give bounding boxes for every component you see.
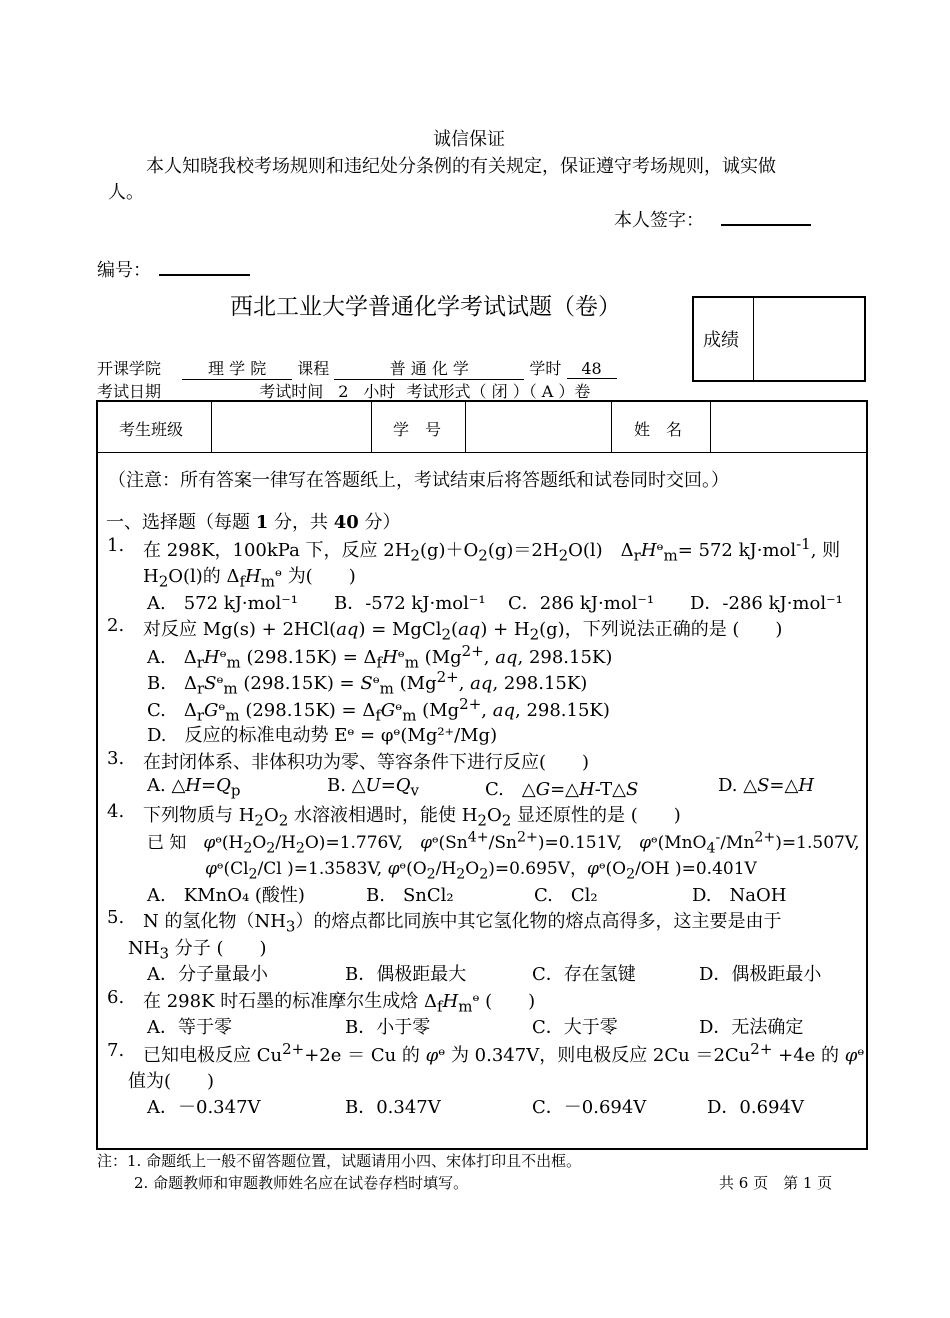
table-divider [211, 402, 212, 452]
name-field[interactable] [712, 404, 862, 450]
table-divider [465, 402, 466, 452]
exam-time-value: 2 [328, 382, 358, 402]
q1-option-d: D．-286 kJ·mol⁻¹ [690, 593, 843, 614]
q1-option-b: B．-572 kJ·mol⁻¹ [334, 593, 486, 614]
q1-option-c: C．286 kJ·mol⁻¹ [508, 593, 655, 614]
q5-option-a: A．分子量最小 [147, 964, 268, 985]
q4-option-c: C. Cl₂ [534, 885, 598, 906]
q5-option-d: D．偶极距最小 [699, 964, 822, 985]
q7-number: 7. [107, 1040, 125, 1061]
table-divider [611, 402, 612, 452]
pledge-text-line2: 人。 [108, 182, 144, 203]
pledge-title: 诚信保证 [433, 129, 505, 150]
page-indicator: 共 6 页 第 1 页 [719, 1174, 833, 1192]
q5-option-c: C．存在氢键 [532, 964, 636, 985]
q3-option-b: B. $\triangle U=Q_v$ [327, 775, 420, 800]
q7-stem-line2: 值为( ) [128, 1071, 215, 1092]
exam-time-unit: 小时 [363, 382, 396, 401]
q6-option-d: D．无法确定 [699, 1017, 804, 1038]
info-row-2 [97, 379, 590, 402]
q6-option-a: A．等于零 [147, 1017, 232, 1038]
q1-stem-line2: $H_2O(l)$的 $\Delta_fH_mᶱ$ 为( ) [143, 566, 356, 591]
table-divider [710, 402, 711, 452]
signature-label: 本人签字： [614, 210, 704, 231]
score-box [692, 296, 866, 382]
exam-form: 考试形式（ 闭 ）（ A ）卷 [406, 382, 591, 401]
q2-number: 2. [107, 615, 125, 636]
q7-stem-line1: 已知电极反应 $Cu^{2+}+2e = Cu$ 的 φᶱ 为 0.347V，则电极反应 $2Cu =2Cu^{2+} +4e$ 的 φᶱ [143, 1040, 865, 1066]
q4-stem: 下列物质与 $H_2O_2$ 水溶液相遇时，能使 $H_2O_2$ 显还原性的是 ( ) [143, 805, 681, 830]
footer-note-2: 2. 命题教师和审题教师姓名应在试卷存档时填写。 [134, 1174, 469, 1192]
hours-value: 48 [567, 359, 617, 379]
signature-blank[interactable] [721, 224, 811, 226]
college-value: 理 学 院 [182, 356, 292, 380]
class-label: 考生班级 [119, 420, 184, 439]
q7-option-a: A．－0.347V [147, 1097, 261, 1118]
q1-option-a: A. 572 kJ·mol⁻¹ [147, 593, 299, 614]
q2-option-a: A. $\Delta_rHᶱ_m$ $(298.15K) = \Delta_fHᶱ_m$ ($Mg^{2+}$, aq, 298.15K) [147, 642, 613, 672]
college-label: 开课学院 [97, 359, 162, 378]
q6-option-c: C．大于零 [532, 1017, 618, 1038]
q5-number: 5. [107, 907, 125, 928]
q4-given-line2: $\varphi ᶱ(Cl_2/Cl$ )=1.3583V, $\varphi ᶱ(O_2/H_2O_2)=0.695V$，$\varphi ᶱ(O_2/OH$ )=0.401V [205, 859, 757, 883]
q1-number: 1. [107, 535, 125, 556]
q5-stem-line2: $NH_3$ 分子 ( ) [128, 938, 267, 963]
q4-option-a: A. KMnO₄ (酸性) [147, 885, 305, 906]
info-row-1 [97, 356, 617, 380]
student-id-label: 学 号 [393, 420, 442, 439]
q4-given-line1: 已 知 $\varphi ᶱ(H_2O_2/H_2O)=1.776V$, $\varphi ᶱ(Sn^{4+}/Sn^{2+})=0.151V$, $\varphi ᶱ(MnO_4^-/Mn^{2+})=1.507V$, [147, 829, 860, 857]
course-label: 课程 [297, 359, 330, 378]
footer-note-1: 注：1. 命题纸上一般不留答题位置，试题请用小四、宋体打印且不出框。 [97, 1152, 582, 1170]
q2-option-c: C. $\Delta_rGᶱ_m$ $(298.15K) = \Delta_fGᶱ_m$ ($Mg^{2+}$, aq, 298.15K) [147, 695, 610, 725]
student-table-bottom-line [96, 452, 866, 453]
exam-title: 西北工业大学普通化学考试试题（卷） [230, 294, 621, 320]
q5-stem-line1: N 的氢化物$(NH_3)$的熔点都比同族中其它氢化物的熔点高得多，这主要是由于 [143, 911, 782, 936]
q4-number: 4. [107, 801, 125, 822]
q3-option-a: A. $\triangle H=Q_p$ [147, 775, 241, 800]
pledge-text-line1: 本人知晓我校考场规则和违纪处分条例的有关规定，保证遵守考场规则，诚实做 [146, 156, 776, 177]
class-field[interactable] [213, 404, 369, 450]
q1-stem-line1: 在 298K，100kPa 下，反应 $2H_2(g)+O_2(g)=2H_2O(l)$ $\Delta_rHᶱ_m= 572$ kJ·mol$^{-1}$, 则 [143, 535, 841, 565]
score-label: 成绩 [703, 330, 739, 351]
q2-option-b: B. $\Delta_rSᶱ_m$ (298.15K) = Sᶱ$_m$ ($Mg^{2+}$, aq, 298.15K) [147, 668, 588, 698]
name-label: 姓 名 [634, 420, 683, 439]
exam-time-label: 考试时间 [259, 382, 324, 401]
q2-option-d: D. 反应的标准电动势 Eᶱ = φᶱ(Mg²⁺/Mg) [147, 725, 498, 746]
exam-date-value[interactable] [166, 382, 246, 402]
exam-date-label: 考试日期 [97, 382, 162, 401]
table-divider [371, 402, 372, 452]
q7-option-b: B．0.347V [345, 1097, 441, 1118]
answer-notice: （注意：所有答案一律写在答题纸上，考试结束后将答题纸和试卷同时交回。） [108, 470, 729, 491]
q3-stem: 在封闭体系、非体积功为零、等容条件下进行反应( ) [143, 752, 590, 773]
score-box-divider [753, 298, 754, 380]
q3-option-d: D. △S=△H [718, 775, 815, 796]
q5-option-b: B．偶极距最大 [345, 964, 467, 985]
serial-label: 编号： [97, 260, 151, 281]
serial-blank[interactable] [159, 274, 250, 276]
q6-stem: 在 298K 时石墨的标准摩尔生成焓 $\Delta_fH_mᶱ$ ( ) [143, 991, 536, 1016]
hours-label: 学时 [529, 359, 562, 378]
q6-option-b: B．小于零 [345, 1017, 431, 1038]
section-title: 一、选择题（每题 1 分，共 40 分） [106, 512, 401, 533]
q7-option-c: C．－0.694V [532, 1097, 647, 1118]
course-value: 普 通 化 学 [334, 356, 524, 380]
q2-stem: 对反应 Mg(s) + 2HCl(aq) = MgCl$_2$(aq) + $H_2(g)$，下列说法正确的是 ( ) [143, 619, 783, 644]
q3-number: 3. [107, 748, 125, 769]
q4-option-d: D. NaOH [692, 885, 787, 906]
q6-number: 6. [107, 987, 125, 1008]
q7-option-d: D．0.694V [707, 1097, 804, 1118]
q3-option-c: C. △G=△H-T△S [485, 779, 639, 800]
student-id-field[interactable] [467, 404, 609, 450]
q4-option-b: B. SnCl₂ [366, 885, 454, 906]
